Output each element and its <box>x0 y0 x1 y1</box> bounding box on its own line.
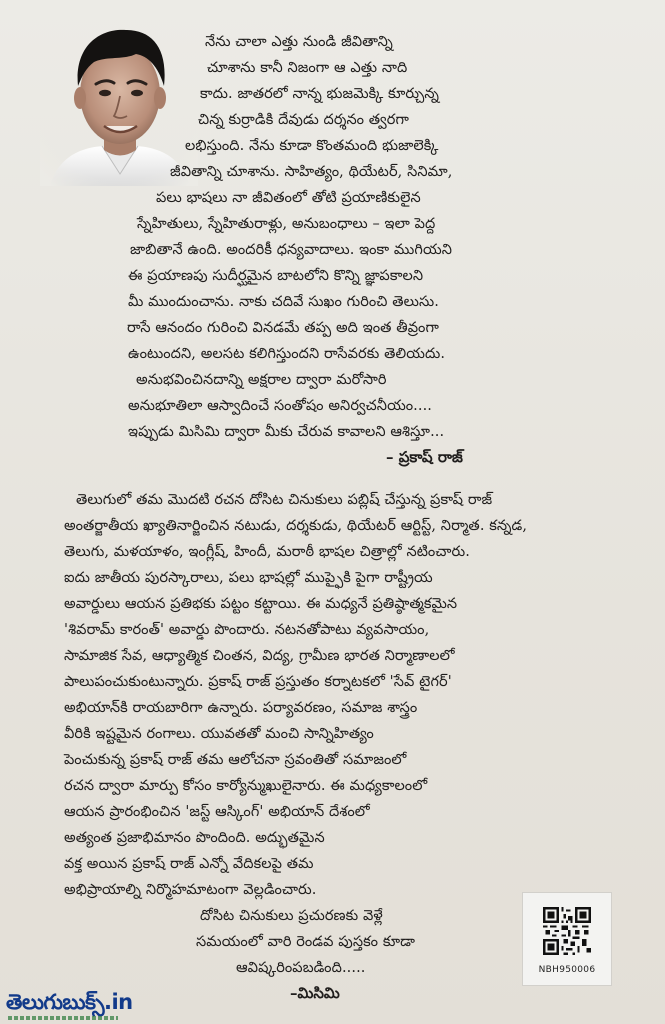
intro-line: అనుభవించినదాన్ని అక్షరాల ద్వారా మరోసారి <box>136 372 387 388</box>
intro-line: పలు భాషలు నా జీవితంలో తోటి ప్రయాణికులైన <box>156 190 421 206</box>
intro-line: ఇప్పుడు మిసిమి ద్వారా మీకు చేరువ కావాలని ఆశిస్తూ... <box>128 424 445 440</box>
product-code: NBH950006 <box>538 965 596 975</box>
bio-line: తెలుగులో తమ మొదటి రచన దోసిట చినుకులు పబ్లిష్ చేస్తున్న ప్రకాష్ రాజ్ <box>76 492 493 508</box>
bio-line: సమయంలో వారి రెండవ పుస్తకం కూడా <box>196 934 416 950</box>
watermark-underline <box>8 1016 118 1020</box>
bio-signature: –మిసిమి <box>290 984 340 1002</box>
intro-line: చిన్న కుర్రాడికి దేవుడు దర్శనం త్వరగా <box>198 112 409 128</box>
author-photo <box>40 16 198 186</box>
intro-line: ఈ ప్రయాణపు సుదీర్ఘమైన బాటలోని కొన్ని జ్ఞాపకాలని <box>128 268 424 284</box>
intro-line: ఉంటుందని, అలసట కలిగిస్తుందని రాసేవరకు తెలియదు. <box>128 346 446 362</box>
bio-line: దోసిట చినుకులు ప్రచురణకు వెళ్లే <box>200 908 383 924</box>
bio-line: ఐదు జాతీయ పురస్కారాలు, పలు భాషల్లో ముప్ఫైకి పైగా రాష్ట్రీయ <box>64 570 433 586</box>
bio-line: పెంచుకున్న ప్రకాష్ రాజ్ తమ ఆలోచనా స్రవంతితో సమాజంలో <box>64 752 407 768</box>
intro-line: నేను చాలా ఎత్తు నుండి జీవితాన్ని <box>205 34 393 50</box>
bio-line: 'శివరామ్ కారంత్' అవార్డు పొందారు. నటనతోపాటు వ్యవసాయం, <box>64 622 430 638</box>
bio-line: వక్త అయిన ప్రకాష్ రాజ్ ఎన్నో వేదికలపై తమ <box>64 856 314 872</box>
intro-line: కాదు. జాతరలో నాన్న భుజమెక్కి కూర్చున్న <box>200 86 439 102</box>
bio-line: అవార్డులు ఆయన ప్రతిభకు పట్టం కట్టాయి. ఈ మధ్యనే ప్రతిష్ఠాత్మకమైన <box>64 596 458 612</box>
site-watermark: తెలుగుబుక్స్.in <box>6 990 133 1014</box>
qr-code-icon <box>543 907 591 955</box>
bio-line: అభియాన్‌కి రాయబారిగా ఉన్నారు. పర్యావరణం, సమాజ శాస్త్రం <box>64 700 418 716</box>
bio-line: ఆవిష్కరింపబడింది..... <box>236 960 366 976</box>
intro-line: జాబితానే ఉంది. అందరికీ ధన్యవాదాలు. ఇంకా ముగియని <box>130 242 452 258</box>
bio-line: రచన ద్వారా మార్పు కోసం కార్యోన్ముఖులైనారు. ఈ మధ్యకాలంలో <box>64 778 428 794</box>
intro-line: మీ ముందుంచాను. నాకు చదివే సుఖం గురించి తెలుసు. <box>128 294 439 310</box>
bio-line: అభిప్రాయాల్ని నిర్మొహమాటంగా వెల్లడించారు. <box>64 882 317 898</box>
bio-line: ఆయన ప్రారంభించిన 'జస్ట్ ఆస్కింగ్' అభియాన్ దేశంలో <box>64 804 370 820</box>
bio-line: పాలుపంచుకుంటున్నారు. ప్రకాష్ రాజ్ ప్రస్తుతం కర్నాటకలో 'సేవ్ టైగర్' <box>64 674 452 690</box>
bio-line: తెలుగు, మళయాళం, ఇంగ్లీష్, హిందీ, మరాఠీ భాషల చిత్రాల్లో నటించారు. <box>64 544 470 560</box>
intro-line: లభిస్తుంది. నేను కూడా కొంతమంది భుజాలెక్కి <box>185 138 439 154</box>
bio-line: అత్యంత ప్రజాభిమానం పొందింది. అద్భుతమైన <box>64 830 325 846</box>
barcode-sticker <box>522 892 612 986</box>
bio-line: అంతర్జాతీయ ఖ్యాతినార్జించిన నటుడు, దర్శకుడు, థియేటర్ ఆర్టిస్ట్, నిర్మాత. కన్నడ, <box>64 518 528 534</box>
bio-line: సామాజిక సేవ, ఆధ్యాత్మిక చింతన, విద్య, గ్రామీణ భారత నిర్మాణాలలో <box>64 648 455 664</box>
intro-line: జీవితాన్ని చూశాను. సాహిత్యం, థియేటర్, సినిమా, <box>170 164 453 180</box>
bio-line: వీరికి ఇష్టమైన రంగాలు. యువతతో మంచి సాన్నిహిత్యం <box>64 726 374 742</box>
intro-line: అనుభూతిలా ఆస్వాదించే సంతోషం అనిర్వచనీయం.... <box>128 398 432 414</box>
intro-line: స్నేహితులు, స్నేహితురాళ్లు, అనుబంధాలు – ఇలా పెద్ద <box>137 216 436 232</box>
intro-signature: – ప్రకాష్ రాజ్ <box>386 448 463 466</box>
intro-line: చూశాను కానీ నిజంగా ఆ ఎత్తు నాది <box>207 60 408 76</box>
intro-line: రాసే ఆనందం గురించి వినడమే తప్ప అది ఇంత తీవ్రంగా <box>127 320 439 336</box>
